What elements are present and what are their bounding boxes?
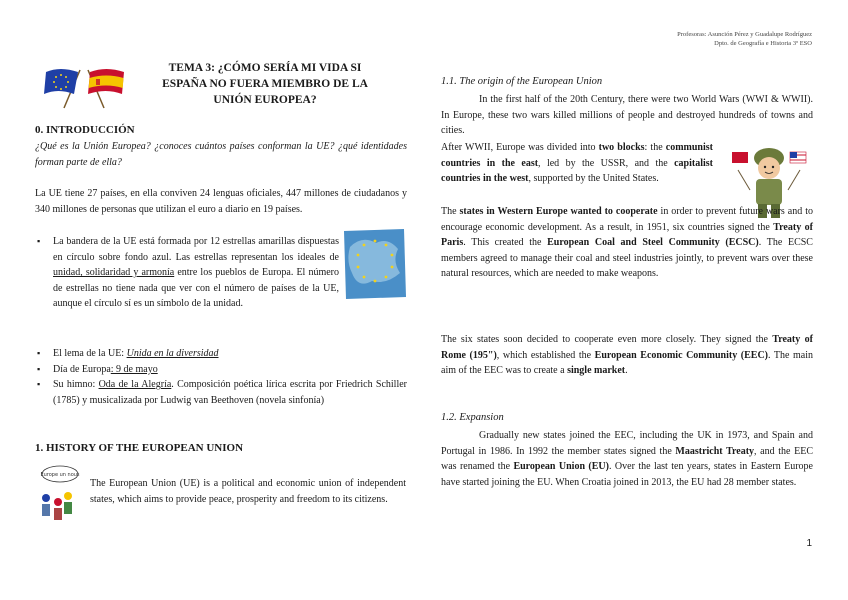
header-authors: Profesoras: Asunción Pérez y Guadalupe Rodríguez	[677, 31, 812, 38]
page-title: TEMA 3: ¿CÓMO SERÍA MI VIDA SI ESPAÑA NO FUERA MIEMBRO DE LA UNIÓN EUROPEA?	[162, 62, 368, 106]
origin-paragraph-2: After WWII, Europe was divided into two blocks: the communist countries in the east, led by the USSR, and the capitalist countries in the west, supported by the United States.	[441, 142, 713, 185]
history-paragraph: The European Union (UE) is a political and economic union of independent states, which aims to provide peace, prosperity and freedom to its citizens.	[90, 478, 406, 505]
list-item: ▪ La bandera de la UE está formada por 12 estrellas amarillas dispuestas en círculo sobre fondo azul. Las estrellas representan los ideales de unidad, solidaridad y armonía entre los pueblos de Europa. El número de estrellas no tiene nada que ver con el número de países de la UE, aunque el círculo sí es un símbolo de la unidad.	[35, 234, 407, 312]
list-item: ▪ Día de Europa: 9 de mayo	[35, 362, 407, 378]
list-item: ▪ Su himno: Oda de la Alegría. Composición poética lírica escrita por Friedrich Schiller (1785) y musicalizada por Ludwig van Beethoven (novela sinfonía)	[35, 377, 407, 408]
origin-paragraph-1: In the first half of the 20th Century, there were two World Wars (WWI & WWII). In Europe, these two wars killed millions of people and destroyed hundreds of towns and cities.	[441, 94, 813, 137]
eu-spain-flags-icon	[42, 64, 126, 110]
intro-paragraph: La UE tiene 27 países, en ella conviven 24 lenguas oficiales, 447 millones de ciudadanos y 340 millones de personas que utilizan el euro a diario en 19 países.	[35, 188, 407, 215]
page-header	[677, 30, 812, 48]
intro-bullets-2	[35, 346, 407, 408]
intro-question: ¿Qué es la Unión Europea? ¿conoces cuántos países conforman la UE? ¿qué identidades forman parte de ella?	[35, 141, 407, 168]
expansion-paragraph: Gradually new states joined the EEC, including the UK in 1973, and Spain and Portugal in 1986. In 1992 the member states signed the Maastricht Treaty, and the EEC was renamed the European Union (EU). Over the last ten years, states in Eastern Europe have started joining the EU. When Croatia joined in 2013, the EU had 28 member states.	[441, 430, 813, 488]
origin-paragraph-4: The six states soon decided to cooperate even more closely. They signed the Treaty of Rome (195"), which established the European Economic Community (EEC). The main aim of the EEC was to create a single market.	[441, 334, 814, 377]
origin-paragraph-3: The states in Western Europe wanted to cooperate in order to prevent future wars and to encourage economic development. As a result, in 1951, six countries signed the Treaty of Paris. This created the European Coal and Steel Community (ECSC). The ECSC members agreed to manage their coal and steel industries jointly, to prevent wars over these natural resources, which are needed to make weapons.	[441, 206, 813, 280]
origin-heading: 1.1. The origin of the European Union	[441, 76, 603, 87]
intro-heading: 0. INTRODUCCIÓN	[35, 124, 135, 136]
history-heading: 1. HISTORY OF THE EUROPEAN UNION	[35, 442, 244, 454]
eu-cartoon-icon	[36, 462, 80, 522]
expansion-heading: 1.2. Expansion	[441, 412, 504, 423]
header-dept: Dpto. de Geografía e Historia 3º ESO	[714, 40, 812, 47]
svg-text:Europe un nous: Europe un nous	[40, 472, 80, 478]
page-number: 1	[806, 538, 812, 549]
list-item: ▪ El lema de la UE: Unida en la diversidad	[35, 346, 407, 362]
intro-bullets	[35, 234, 407, 312]
